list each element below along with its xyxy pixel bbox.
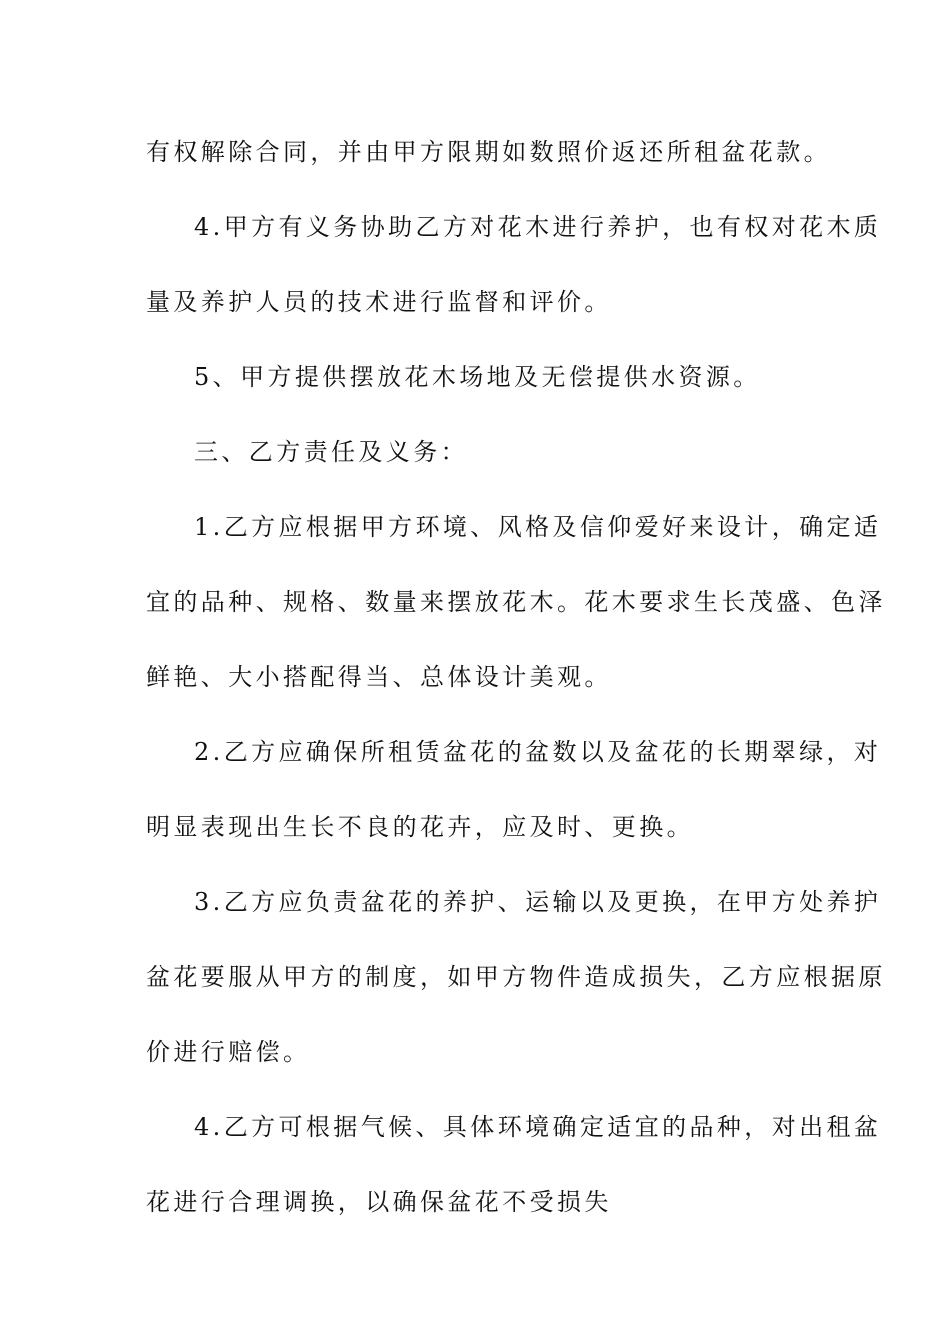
text-line: 鲜艳、大小搭配得当、总体设计美观。 — [146, 663, 612, 691]
text-line: 2.乙方应确保所租赁盆花的盆数以及盆花的长期翠绿，对 — [194, 738, 882, 766]
text-line: 有权解除合同，并由甲方限期如数照价返还所租盆花款。 — [146, 138, 831, 166]
text-line: 宜的品种、规格、数量来摆放花木。花木要求生长茂盛、色泽 — [146, 588, 886, 616]
text-line: 1.乙方应根据甲方环境、风格及信仰爱好来设计，确定适 — [194, 513, 882, 541]
text-line: 价进行赔偿。 — [146, 1038, 311, 1066]
text-line: 5、甲方提供摆放花木场地及无偿提供水资源。 — [194, 363, 761, 391]
text-line: 3.乙方应负责盆花的养护、运输以及更换，在甲方处养护 — [194, 888, 882, 916]
text-line: 盆花要服从甲方的制度，如甲方物件造成损失，乙方应根据原 — [146, 963, 886, 991]
text-line: 4.乙方可根据气候、具体环境确定适宜的品种，对出租盆 — [194, 1113, 882, 1141]
text-line: 量及养护人员的技术进行监督和评价。 — [146, 288, 612, 316]
text-line: 花进行合理调换，以确保盆花不受损失 — [146, 1188, 612, 1216]
text-line: 4.甲方有义务协助乙方对花木进行养护，也有权对花木质 — [194, 213, 882, 241]
text-line: 明显表现出生长不良的花卉，应及时、更换。 — [146, 813, 694, 841]
section-heading: 三、乙方责任及义务： — [194, 438, 468, 466]
